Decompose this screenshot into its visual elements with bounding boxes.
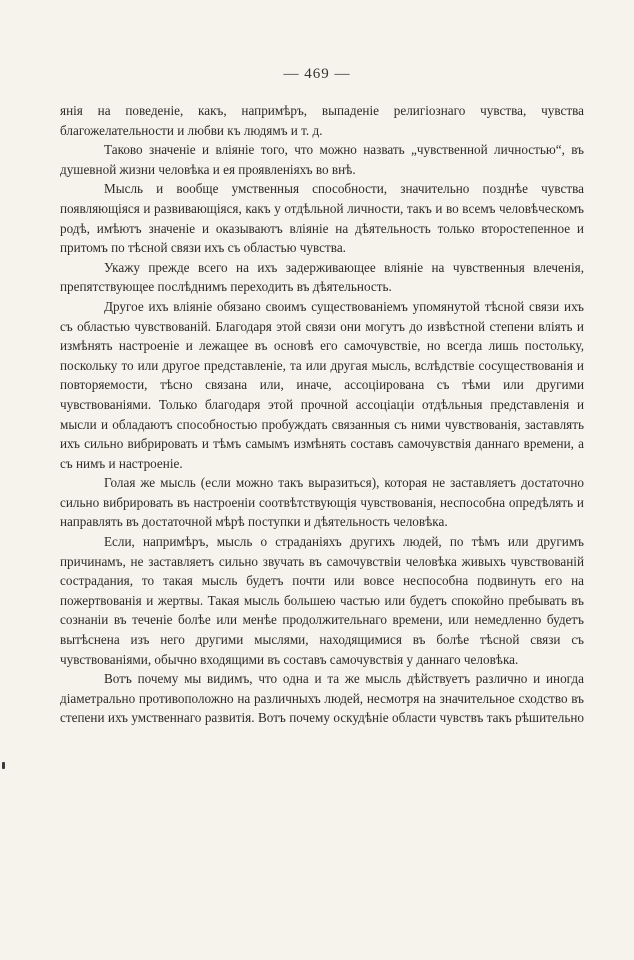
paragraph-1: янія на поведеніе, какъ, напримѣръ, выпаденіе религіознаго чувства, чувства благожелательности и любви къ людямъ и т. д.	[60, 103, 584, 138]
paragraph-4: Укажу прежде всего на ихъ задерживающее вліяніе на чувственныя влеченія, препятствующее послѣднимъ переходить въ дѣятельность.	[60, 259, 584, 295]
paragraph-5: Другое ихъ вліяніе обязано своимъ существованіемъ упомянутой тѣсной связи ихъ съ областью чувствованій. Благодаря этой связи они могутъ до извѣстной степени вліять и измѣнять настроеніе и лежащее въ основѣ его самочувствіе, но всегда лишь постольку, поскольку то или другое представленіе, та или другая мысль, вслѣдствіе сосуществованія и повторяемости, тѣсно связана или, иначе, ассоціирована съ тѣми или другими чувствованіями. Только благодаря этой прочной ассоціаціи отдѣльныя представленія и мысли и обладаютъ способностью пробуждать связанныя съ ними чувствованія, заставлять ихъ сильно вибрировать и тѣмъ самымъ измѣнять составъ самочувствія даннаго времени, а съ нимъ и настроеніе.	[60, 298, 584, 471]
page-number: — 469 —	[283, 66, 351, 82]
paragraph-3: Мысль и вообще умственныя способности, значительно позднѣе чувства появляющіяся и развивающіяся, какъ у отдѣльной личности, такъ и во всемъ человѣческомъ родѣ, имѣютъ значеніе и оказываютъ вліяніе на дѣятельность только второстепенное и притомъ по тѣсной связи ихъ съ областью чувства.	[60, 181, 584, 256]
body-text	[60, 101, 584, 728]
paragraph-6: Голая же мысль (если можно такъ выразиться), которая не заставляетъ достаточно сильно вибрировать въ настроеніи соотвѣтствующія чувствованія, неспособна опредѣлять и направлять въ достаточной мѣрѣ поступки и дѣятельность человѣка.	[60, 475, 584, 530]
paragraph-2: Таково значеніе и вліяніе того, что можно назвать „чувственной личностью“, въ душевной жизни человѣка и ея проявленіяхъ во внѣ.	[60, 142, 584, 177]
paragraph-8: Вотъ почему мы видимъ, что одна и та же мысль дѣйствуетъ различно и иногда діаметрально противоположно на различныхъ людей, несмотря на значительное сходство въ степени ихъ умственнаго развитія. Вотъ почему оскудѣніе области чувствъ такъ рѣшительно	[60, 671, 584, 726]
paragraph-7: Если, напримѣръ, мысль о страданіяхъ другихъ людей, по тѣмъ или другимъ причинамъ, не заставляетъ сильно звучать въ самочувствіи человѣка живыхъ чувствованій сострадания, то такая мысль будетъ почти или вовсе неспособна подвинуть его на пожертвованія и жертвы. Такая мысль большею частью или будетъ спокойно пребывать въ сознаніи въ теченіе болѣе или менѣе продолжительнаго времени, или немедленно будетъ вытѣснена изъ него другими мыслями, находящимися въ болѣе тѣсной связи съ чувствованіями, обычно входящими въ составъ самочувствія у даннаго человѣка.	[60, 534, 584, 667]
margin-mark	[2, 762, 5, 769]
